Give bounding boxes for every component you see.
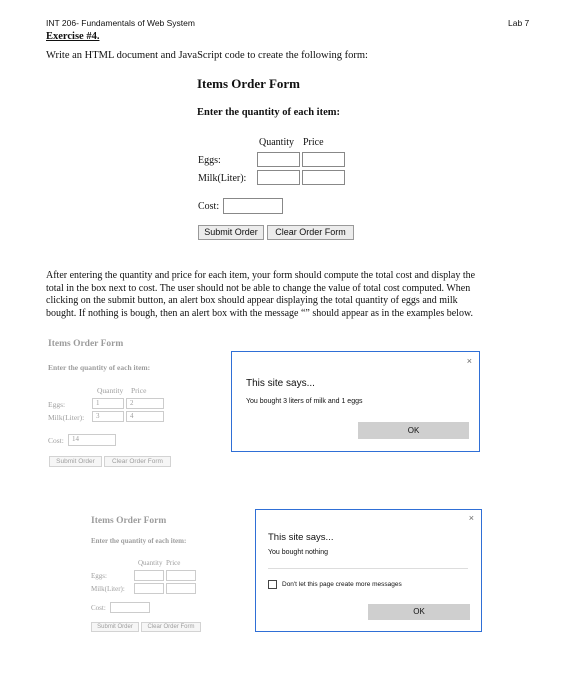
example1-cost-label: Cost: xyxy=(48,436,64,445)
example2-form-title: Items Order Form xyxy=(91,516,167,526)
milk-label: Milk(Liter): xyxy=(198,173,247,184)
lab-label: Lab 7 xyxy=(508,18,530,28)
milk-price-input[interactable] xyxy=(302,170,345,185)
suppress-messages-label: Don't let this page create more messages xyxy=(282,581,402,588)
example2-milk-qty xyxy=(134,583,164,594)
form-subtitle: Enter the quantity of each item: xyxy=(197,107,340,118)
example1-cost-output: 14 xyxy=(68,434,116,446)
example1-quantity-header: Quantity xyxy=(97,386,124,395)
example1-eggs-label: Eggs: xyxy=(48,400,66,409)
example1-alert-dialog xyxy=(231,351,480,452)
clear-order-button[interactable]: Clear Order Form xyxy=(267,225,354,240)
cost-output xyxy=(223,198,283,214)
dialog-divider xyxy=(268,568,468,569)
dialog-title: This site says... xyxy=(246,378,315,389)
description-paragraph xyxy=(46,270,532,320)
example2-quantity-header: Quantity xyxy=(138,559,163,567)
eggs-quantity-input[interactable] xyxy=(257,152,300,167)
example2-alert-dialog xyxy=(255,509,482,632)
example1-form-subtitle: Enter the quantity of each item: xyxy=(48,363,151,372)
suppress-messages-checkbox[interactable] xyxy=(268,580,277,589)
example1-milk-price: 4 xyxy=(126,411,164,422)
example2-submit-button: Submit Order xyxy=(91,622,139,632)
price-header: Price xyxy=(303,137,324,148)
close-icon[interactable]: × xyxy=(466,356,472,366)
example1-submit-button: Submit Order xyxy=(49,456,102,467)
example2-eggs-qty xyxy=(134,570,164,581)
paragraph-line: clicking on the submit button, an alert box should appear displaying the total quantity of eggs and milk xyxy=(46,295,458,306)
ok-button[interactable]: OK xyxy=(368,604,470,620)
exercise-instruction: Write an HTML document and JavaScript code to create the following form: xyxy=(46,50,368,61)
example1-form-title: Items Order Form xyxy=(48,339,124,349)
exercise-title: Exercise #4. xyxy=(46,31,100,42)
example2-price-header: Price xyxy=(166,559,181,567)
example1-milk-qty: 3 xyxy=(92,411,124,422)
course-header: INT 206- Fundamentals of Web System xyxy=(46,18,195,28)
example1-eggs-price: 2 xyxy=(126,398,164,409)
example2-form-subtitle: Enter the quantity of each item: xyxy=(91,537,187,545)
example1-clear-button: Clear Order Form xyxy=(104,456,171,467)
example1-eggs-qty: 1 xyxy=(92,398,124,409)
dialog-title: This site says... xyxy=(268,532,334,543)
example2-cost-label: Cost: xyxy=(91,604,106,612)
close-icon[interactable]: × xyxy=(468,513,474,523)
paragraph-line: After entering the quantity and price for each item, your form should compute the total cost and display the xyxy=(46,270,476,281)
ok-button[interactable]: OK xyxy=(358,422,469,439)
example2-cost-output xyxy=(110,602,150,613)
form-title: Items Order Form xyxy=(197,76,301,91)
example2-milk-price xyxy=(166,583,196,594)
milk-quantity-input[interactable] xyxy=(257,170,300,185)
example2-eggs-label: Eggs: xyxy=(91,572,107,580)
example2-clear-button: Clear Order Form xyxy=(141,622,201,632)
example2-milk-label: Milk(Liter): xyxy=(91,585,125,593)
paragraph-line: bought. If nothing is bough, then an alert box with the message “” should appear as in the examples below. xyxy=(46,307,474,319)
quantity-header: Quantity xyxy=(259,137,294,148)
example2-eggs-price xyxy=(166,570,196,581)
paragraph-line: total in the box next to cost. The user should not be able to change the value of total cost computed. When xyxy=(46,282,471,294)
dialog-message: You bought 3 liters of milk and 1 eggs xyxy=(246,398,363,405)
example1-milk-label: Milk(Liter): xyxy=(48,413,85,422)
example1-price-header: Price xyxy=(131,386,147,395)
eggs-price-input[interactable] xyxy=(302,152,345,167)
eggs-label: Eggs: xyxy=(198,155,221,166)
cost-label: Cost: xyxy=(198,201,220,212)
submit-order-button[interactable]: Submit Order xyxy=(198,225,264,240)
dialog-message: You bought nothing xyxy=(268,549,329,556)
